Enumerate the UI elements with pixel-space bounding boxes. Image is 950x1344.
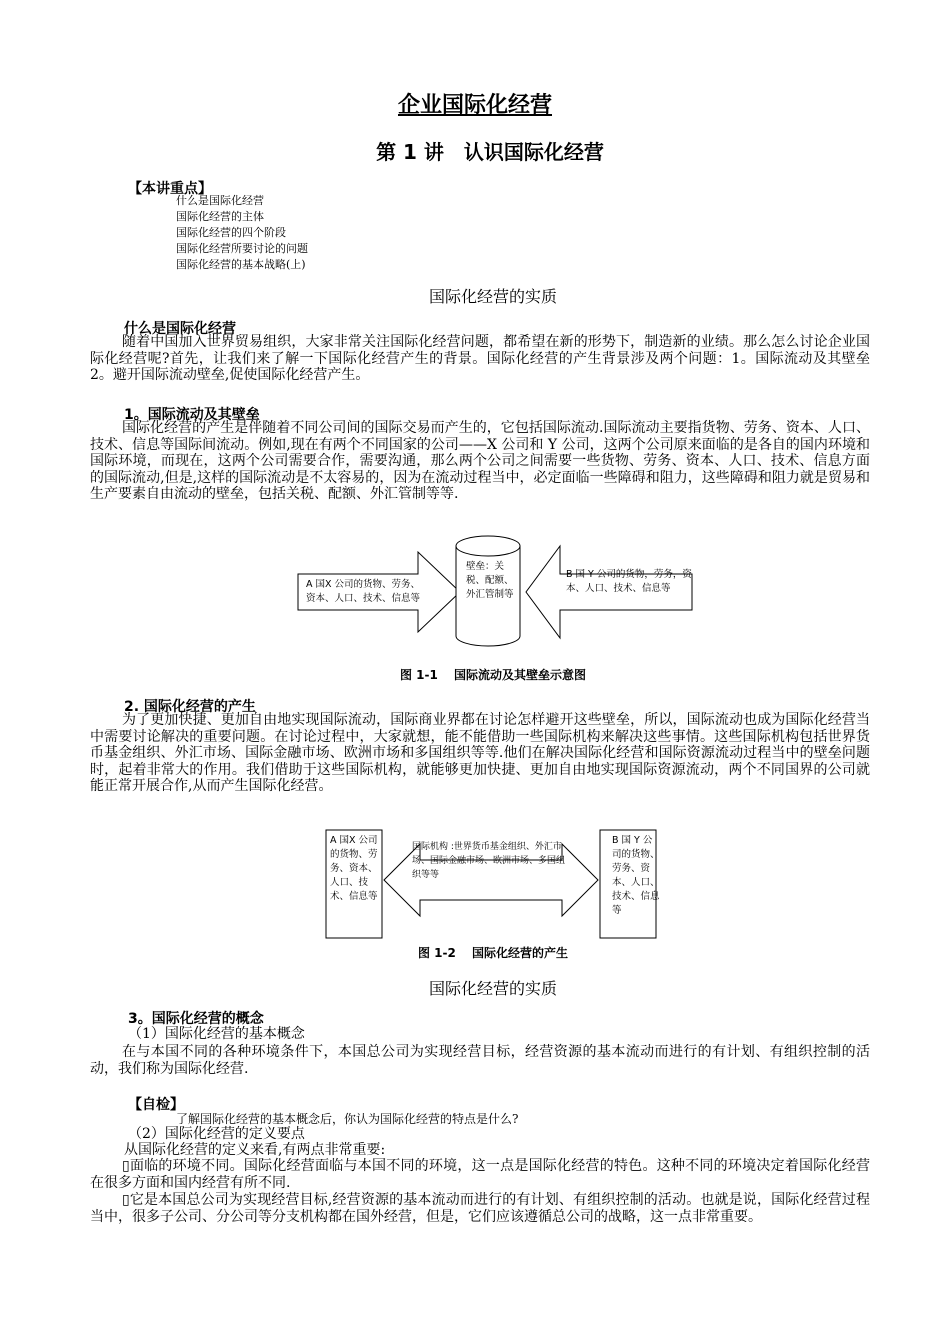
- definition-point-1: ▯面临的环境不同。国际化经营面临与本国不同的环境，这一点是国际化经营的特色。这种不同的环境决定着国际化经营在很多方面和国内经营有所不同.: [90, 1158, 870, 1191]
- figure-1-cylinder-label: 壁垒：关税、配额、外汇管制等: [466, 561, 514, 600]
- paragraph-emergence: 为了更加快捷、更加自由地实现国际流动，国际商业界都在讨论怎样避开这些壁垒，所以，国际流动也成为国际化经营当中需要讨论解决的重要问题。在讨论过程中，大家就想，能不能借助一些国际机构来解决这些事情。这些国际机构包括世界货币基金组织、外汇市场、国际金融市场、欧洲市场和多国组织等等.他们在解决国际化经营和国际资源流动过程当中的壁垒问题时，起着非常大的作用。我们借助于这些国际机构，就能够更加快捷、更加自由地实现国际资源流动，两个不同国界的公司就能正常开展合作,从而产生国际化经营。: [90, 712, 870, 794]
- self-check-heading: 【自检】: [128, 1097, 184, 1113]
- figure-1-caption: 图 1-1 国际流动及其壁垒示意图: [399, 668, 587, 682]
- paragraph-flow-barriers: 国际化经营的产生是伴随着不同公司间的国际交易而产生的，它包括国际流动.国际流动主要指货物、劳务、资本、人口、技术、信息等国际间流动。例如,现在有两个不同国家的公司——X 公司和 Y 公司，这两个公司原来面临的是各自的国内环境和国际环境，而现在，这两个公司需要合作，需要沟通，那么两个公司之间需要一些货物、劳务、资本、人口、技术、信息方面的国际流动,但是,这样的国际流动是不太容易的，因为在流动过程当中，必定面临一些障碍和阻力，这些障碍和阻力就是贸易和生产要素自由流动的壁垒，包括关税、配额、外汇管制等等.: [90, 420, 870, 502]
- focus-list: [176, 193, 308, 273]
- document-title: 企业国际化经营: [397, 93, 552, 118]
- figure-1-left-label: A 国X 公司的货物、劳务、资本、人口、技术、信息等: [306, 579, 421, 604]
- heading-emergence: 2. 国际化经营的产生: [124, 699, 256, 715]
- subheading-definition: （2）国际化经营的定义要点: [128, 1126, 305, 1142]
- focus-item: 国际化经营所要讨论的问题: [176, 242, 308, 255]
- heading-concept: 3。国际化经营的概念: [128, 1011, 264, 1027]
- section-title-2: 国际化经营的实质: [428, 979, 557, 998]
- figure-2-arrow-label: 国际机构 :世界货币基金组织、外汇市场、国际金融市场、欧洲市场、多国组织等等: [412, 842, 566, 880]
- paragraph-background: 随着中国加入世界贸易组织，大家非常关注国际化经营问题，都希望在新的形势下，制造新的业绩。那么怎么讨论企业国际化经营呢?首先，让我们来了解一下国际化经营产生的背景。国际化经营的产生背景涉及两个问题：1。国际流动及其壁垒 2。避开国际流动壁垒,促使国际化经营产生。: [90, 334, 870, 383]
- self-check-question: 了解国际化经营的基本概念后，你认为国际化经营的特点是什么?: [176, 1112, 519, 1126]
- focus-item: 国际化经营的四个阶段: [176, 226, 286, 239]
- focus-heading: 【本讲重点】: [128, 181, 212, 197]
- paragraph-basic-concept: 在与本国不同的各种环境条件下，本国总公司为实现经营目标，经营资源的基本流动而进行的有计划、有组织控制的活动，我们称为国际化经营.: [90, 1044, 870, 1077]
- heading-flow-barriers: 1。国际流动及其壁垒: [124, 407, 260, 423]
- heading-what-is: 什么是国际化经营: [124, 321, 236, 337]
- focus-item: 国际化经营的基本战略(上): [176, 258, 306, 271]
- definition-intro: 从国际化经营的定义来看,有两点非常重要:: [124, 1142, 386, 1158]
- section-title: 国际化经营的实质: [428, 287, 557, 306]
- focus-item: 国际化经营的主体: [176, 210, 264, 223]
- lecture-title: 第 1 讲 认识国际化经营: [376, 140, 604, 164]
- figure-2-right-label: B 国 Y 公司的货物、劳务、资本、人口、技术、信息等: [612, 835, 660, 916]
- focus-item: 什么是国际化经营: [176, 194, 264, 207]
- figure-2-caption: 图 1-2 国际化经营的产生: [417, 946, 569, 960]
- figure-2-left-label: A 国X 公司的货物、劳务、资本、人口、技术、信息等: [330, 835, 378, 902]
- figure-1-right-label: B 国 Y 公司的货物，劳务，资本、人口、技术、信息等: [566, 569, 692, 594]
- definition-point-2: ▯它是本国总公司为实现经营目标,经营资源的基本流动而进行的有计划、有组织控制的活动。也就是说，国际化经营过程当中，很多子公司、分公司等分支机构都在国外经营，但是，它们应该遵循总公司的战略，这一点非常重要。: [90, 1192, 870, 1225]
- subheading-basic-concept: （1）国际化经营的基本概念: [128, 1026, 305, 1042]
